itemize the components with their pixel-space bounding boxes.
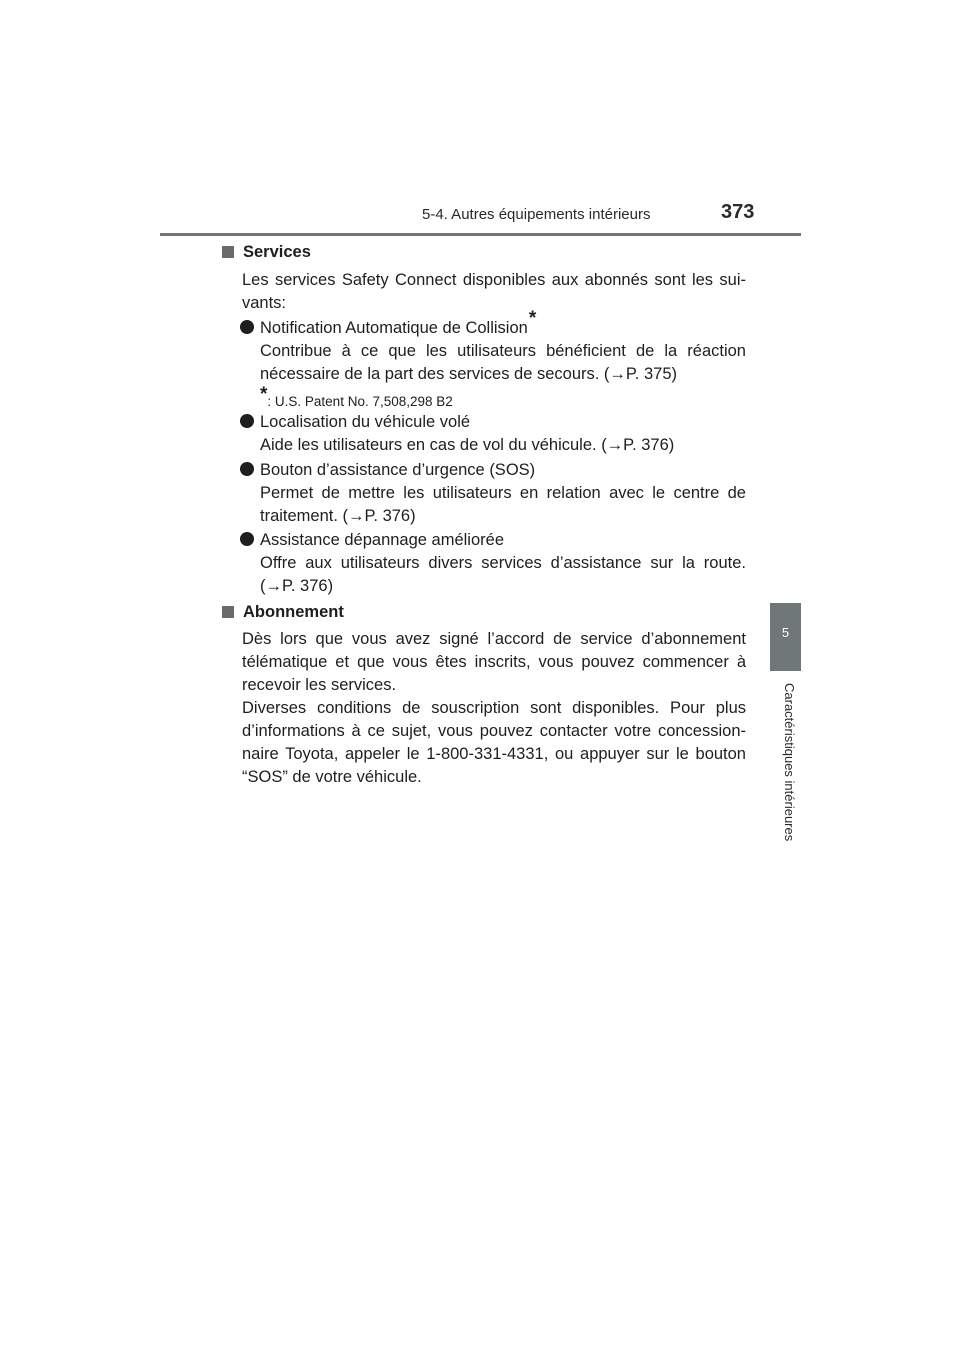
text-line: Dès lors que vous avez signé l’accord de service d’abonnement xyxy=(242,630,746,648)
service-item-description xyxy=(260,552,746,598)
page-number: 373 xyxy=(721,201,755,223)
service-item-title: Bouton d’assistance d’urgence (SOS) xyxy=(240,459,535,482)
text-line: naire Toyota, appeler le 1-800-331-4331, ou appuyer sur le bouton xyxy=(242,745,746,763)
running-header-section: 5-4. Autres équipements intérieurs xyxy=(422,206,651,223)
text-line: Les services Safety Connect disponibles aux abonnés sont les sui- xyxy=(242,271,746,289)
service-item-title: Assistance dépannage améliorée xyxy=(240,529,504,552)
text-line: recevoir les services. xyxy=(242,676,397,694)
text-line: traitement. (→P. 376) xyxy=(260,507,416,525)
round-bullet-icon xyxy=(240,462,254,476)
service-item-title: Localisation du véhicule volé xyxy=(240,411,470,434)
service-item-title: Notification Automatique de Collision* xyxy=(240,317,536,340)
text-line: d’informations à ce sujet, vous pouvez contacter votre concession- xyxy=(242,722,746,740)
patent-footnote: *: U.S. Patent No. 7,508,298 B2 xyxy=(260,384,453,409)
text-line: Aide les utilisateurs en cas de vol du véhicule. (→P. 376) xyxy=(260,436,675,454)
chapter-number: 5 xyxy=(781,625,790,640)
round-bullet-icon xyxy=(240,532,254,546)
header-divider xyxy=(160,233,801,236)
text-line: Diverses conditions de souscription sont disponibles. Pour plus xyxy=(242,699,746,717)
text-line: Permet de mettre les utilisateurs en relation avec le centre de xyxy=(260,484,746,502)
text-line: Contribue à ce que les utilisateurs bénéficient de la réaction xyxy=(260,342,746,360)
subscription-heading: Abonnement xyxy=(222,601,344,624)
round-bullet-icon xyxy=(240,414,254,428)
services-intro xyxy=(242,269,746,315)
service-item-description xyxy=(260,434,746,457)
footnote-asterisk: * xyxy=(528,308,537,329)
text-line: “SOS” de votre véhicule. xyxy=(242,768,422,786)
text-line: vants: xyxy=(242,294,287,312)
text-line: (→P. 376) xyxy=(260,577,334,595)
text-line: Offre aux utilisateurs divers services d’assistance sur la route. xyxy=(260,554,746,572)
chapter-tab xyxy=(770,603,801,671)
round-bullet-icon xyxy=(240,320,254,334)
service-item-description xyxy=(260,340,746,386)
text-line: télématique et que vous êtes inscrits, vous pouvez commencer à xyxy=(242,653,746,671)
service-item-description xyxy=(260,482,746,528)
subscription-body xyxy=(242,628,746,789)
text-line: nécessaire de la part des services de secours. (→P. 375) xyxy=(260,365,677,383)
footnote-asterisk: * xyxy=(260,384,268,405)
chapter-title-vertical: Caractéristiques intérieures xyxy=(782,683,797,842)
square-bullet-icon xyxy=(222,246,234,258)
services-heading: Services xyxy=(222,241,311,264)
square-bullet-icon xyxy=(222,606,234,618)
